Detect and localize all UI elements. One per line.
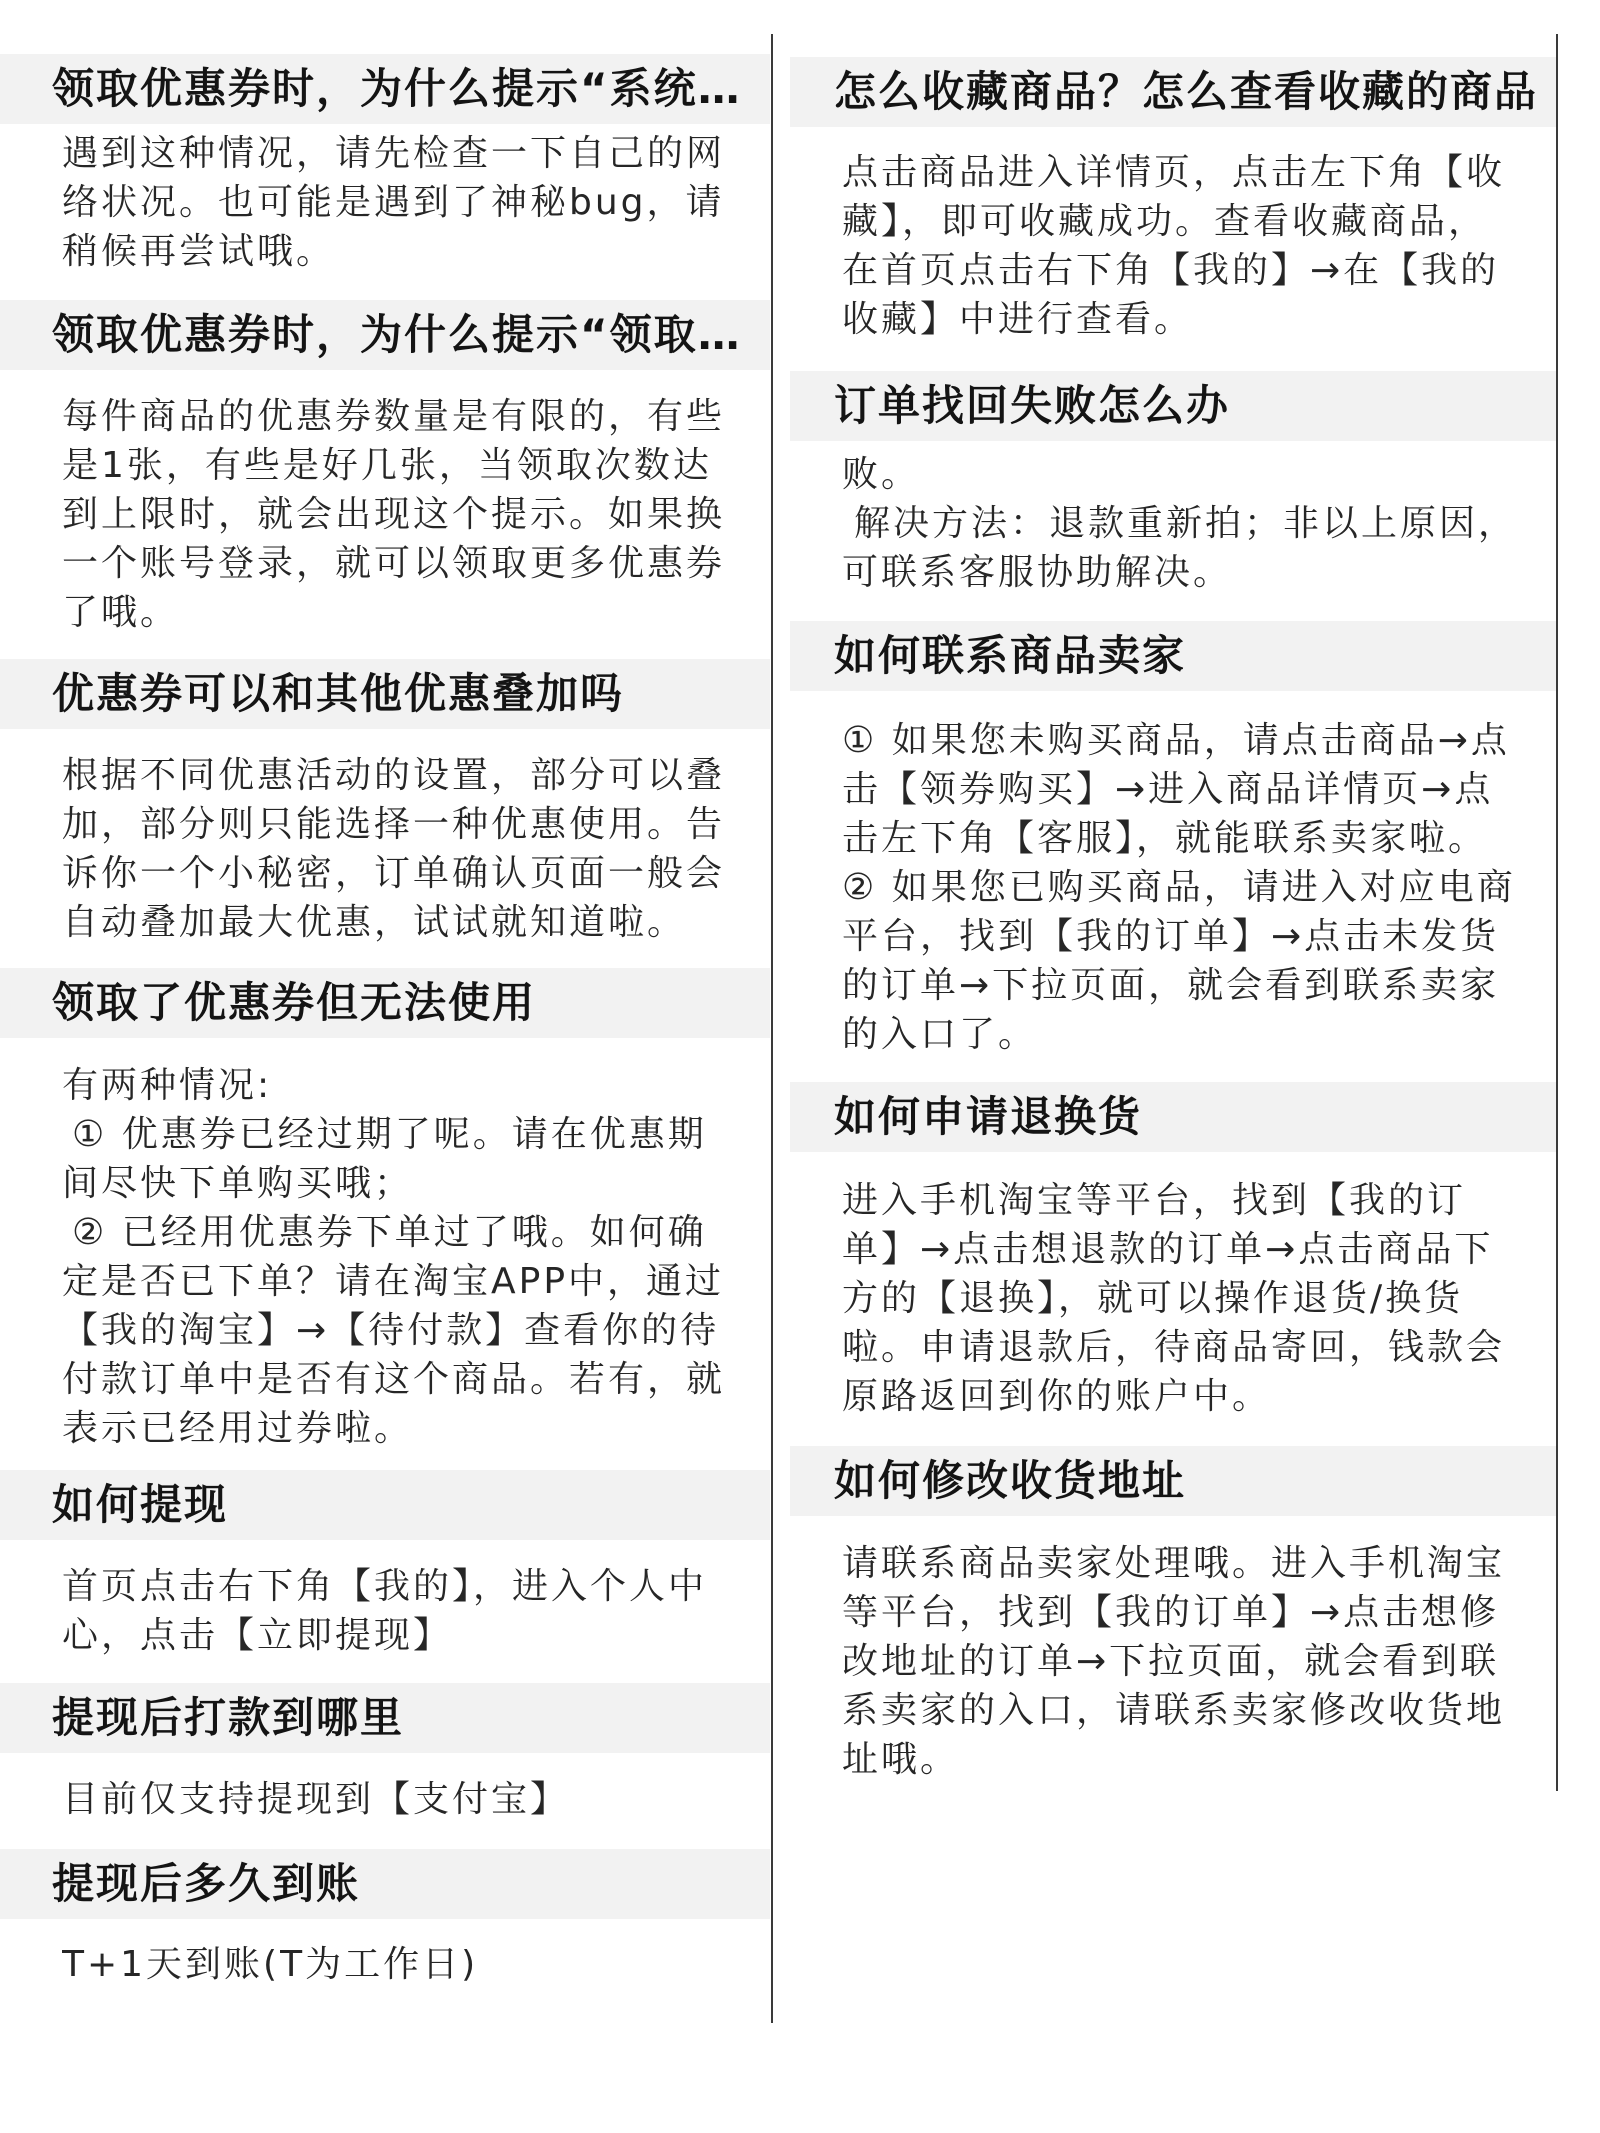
faq-answer-line: 目前仅支持提现到【支付宝】: [62, 1779, 570, 1820]
faq-question-title: 领取了优惠券但无法使用: [0, 968, 770, 1038]
faq-answer-line: 是1张，有些是好几张，当领取次数达: [62, 445, 712, 486]
right-column: [790, 0, 1556, 2133]
faq-question-title: 如何联系商品卖家: [790, 621, 1556, 691]
faq-answer-line: 在首页点击右下角【我的】→在【我的: [842, 250, 1500, 291]
column-divider-left: [771, 34, 773, 2023]
faq-question-title: 怎么收藏商品？怎么查看收藏的商品: [790, 57, 1556, 127]
faq-question-title: 提现后多久到账: [0, 1849, 770, 1919]
faq-question-title: 领取优惠券时，为什么提示“系统…: [0, 54, 770, 124]
faq-answer-line: 心，点击【立即提现】: [62, 1615, 453, 1656]
faq-answer-line: 每件商品的优惠券数量是有限的，有些: [62, 396, 726, 437]
faq-answer-line: 一个账号登录，就可以领取更多优惠券: [62, 543, 726, 584]
faq-answer-line: 可联系客服协助解决。: [842, 552, 1233, 593]
faq-answer: [790, 148, 1556, 344]
faq-answer-line: 【我的淘宝】→【待付款】查看你的待: [62, 1310, 720, 1351]
column-divider-right: [1556, 34, 1558, 1791]
faq-answer-line: 稍候再尝试哦。: [62, 231, 336, 272]
faq-answer-line: 平台，找到【我的订单】→点击未发货: [842, 916, 1500, 957]
faq-answer: [790, 1539, 1556, 1784]
faq-answer-line: 址哦。: [842, 1739, 960, 1780]
faq-answer-line: 络状况。也可能是遇到了神秘bug，请: [62, 182, 725, 223]
faq-answer: [0, 1775, 770, 1824]
faq-answer-line: 点击商品进入详情页，点击左下角【收: [842, 152, 1506, 193]
faq-answer-line: 加，部分则只能选择一种优惠使用。告: [62, 804, 726, 845]
faq-answer-line: 败。: [842, 454, 921, 495]
faq-answer-line: 定是否已下单？请在淘宝APP中，通过: [62, 1261, 725, 1302]
faq-answer: [0, 392, 770, 637]
faq-answer: [790, 716, 1556, 1059]
faq-answer-line: 击【领券购买】→进入商品详情页→点: [842, 769, 1494, 810]
faq-answer-line: 等平台，找到【我的订单】→点击想修: [842, 1592, 1500, 1633]
faq-answer-line: 的入口了。: [842, 1014, 1038, 1055]
faq-answer: [0, 1940, 770, 1989]
faq-answer-line: 啦。申请退款后，待商品寄回，钱款会: [842, 1327, 1506, 1368]
faq-question-title: 优惠券可以和其他优惠叠加吗: [0, 659, 770, 729]
faq-question-title: 如何申请退换货: [790, 1082, 1556, 1152]
faq-answer-line: 首页点击右下角【我的】，进入个人中: [62, 1566, 708, 1607]
faq-question-title: 提现后打款到哪里: [0, 1683, 770, 1753]
faq-answer-line: 了哦。: [62, 592, 180, 633]
faq-answer-line: 诉你一个小秘密，订单确认页面一般会: [62, 853, 726, 894]
faq-answer-line: 到上限时，就会出现这个提示。如果换: [62, 494, 726, 535]
faq-answer-line: ① 如果您未购买商品，请点击商品→点: [842, 720, 1510, 761]
faq-answer-line: 击左下角【客服】，就能联系卖家啦。: [842, 818, 1488, 859]
faq-answer-line: 改地址的订单→下拉页面，就会看到联: [842, 1641, 1500, 1682]
faq-answer-line: ② 如果您已购买商品，请进入对应电商: [842, 867, 1516, 908]
faq-answer: [0, 1562, 770, 1660]
faq-answer-line: 遇到这种情况，请先检查一下自己的网: [62, 133, 726, 174]
faq-answer-line: 付款订单中是否有这个商品。若有，就: [62, 1359, 726, 1400]
faq-answer-line: ① 优惠券已经过期了呢。请在优惠期: [72, 1114, 707, 1155]
faq-answer-line: 系卖家的入口，请联系卖家修改收货地: [842, 1690, 1506, 1731]
faq-answer: [0, 751, 770, 947]
faq-answer-line: 单】→点击想退款的订单→点击商品下: [842, 1229, 1494, 1270]
faq-answer-line: 自动叠加最大优惠，试试就知道啦。: [62, 902, 687, 943]
faq-answer-line: 进入手机淘宝等平台，找到【我的订: [842, 1180, 1467, 1221]
faq-answer-line: 根据不同优惠活动的设置，部分可以叠: [62, 755, 726, 796]
left-column: [0, 0, 770, 2133]
faq-question-title: 领取优惠券时，为什么提示“领取…: [0, 300, 770, 370]
faq-answer: [0, 1061, 770, 1453]
faq-answer-line: 间尽快下单购买哦；: [62, 1163, 414, 1204]
faq-answer-line: 表示已经用过券啦。: [62, 1408, 414, 1449]
faq-answer-line: 有两种情况:: [62, 1065, 273, 1106]
faq-answer-line: 原路返回到你的账户中。: [842, 1376, 1272, 1417]
faq-question-title: 如何提现: [0, 1470, 770, 1540]
faq-answer: [790, 1176, 1556, 1421]
faq-answer-line: T+1天到账(T为工作日): [62, 1944, 479, 1985]
faq-answer-line: 收藏】中进行查看。: [842, 299, 1194, 340]
faq-answer-line: ② 已经用优惠券下单过了哦。如何确: [72, 1212, 707, 1253]
faq-answer-line: 藏】，即可收藏成功。查看收藏商品，: [842, 201, 1488, 242]
faq-answer-line: 方的【退换】，就可以操作退货/换货: [842, 1278, 1464, 1319]
faq-answer-line: 的订单→下拉页面，就会看到联系卖家: [842, 965, 1500, 1006]
faq-answer-line: 请联系商品卖家处理哦。进入手机淘宝: [842, 1543, 1506, 1584]
faq-answer: [0, 129, 770, 276]
faq-answer: [790, 450, 1556, 597]
faq-answer-line: 解决方法：退款重新拍；非以上原因，: [854, 503, 1518, 544]
faq-question-title: 订单找回失败怎么办: [790, 371, 1556, 441]
faq-question-title: 如何修改收货地址: [790, 1446, 1556, 1516]
